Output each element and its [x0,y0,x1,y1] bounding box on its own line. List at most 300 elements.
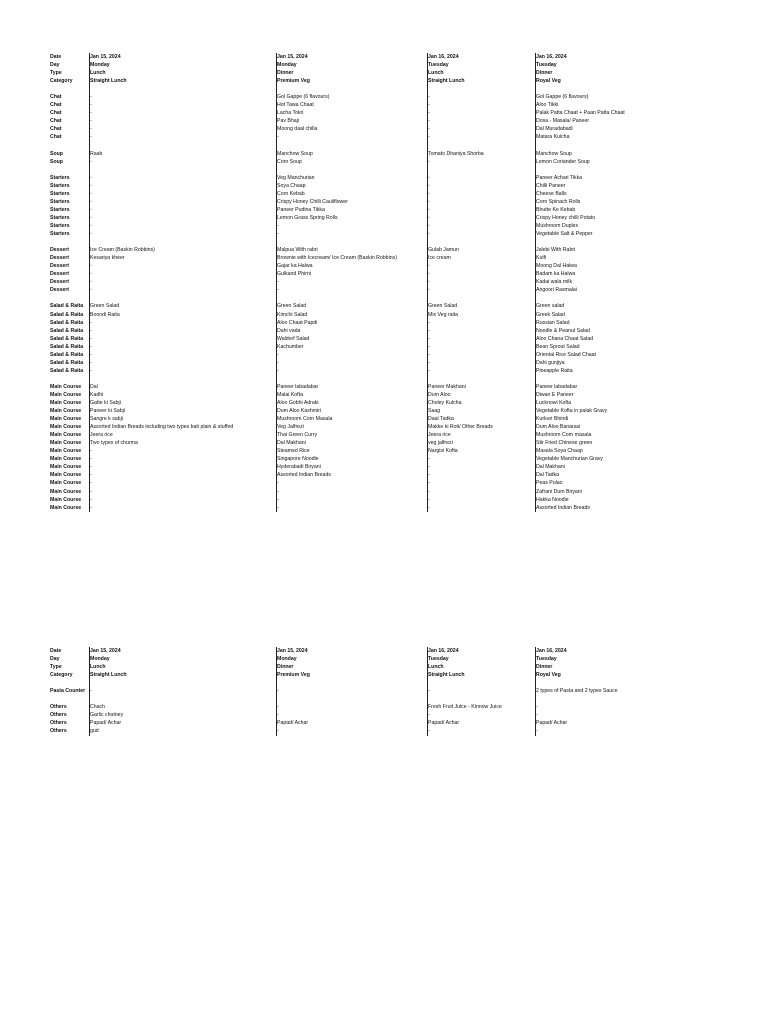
menu-cell: Mushroom Duplex [536,222,579,229]
menu-cell: - [90,464,92,471]
menu-cell: Boondi Raita [90,311,120,318]
menu-cell: - [90,102,92,109]
header-row-category [50,77,650,85]
menu-cell: Manchow Soup [277,150,313,157]
course-label: Dessert [50,247,70,254]
course-label: Others [50,712,67,719]
menu-cell: Lemon Coriander Soup [536,158,590,165]
section-gap [50,166,650,174]
course-label: Salad & Raita [50,327,84,334]
menu-row [50,190,650,198]
menu-cell: - [536,704,538,711]
menu-cell: Saag [428,408,441,415]
menu-cell: - [428,271,430,278]
menu-sheet-top [50,53,650,512]
menu-cell: Oriental Rice Salad Chaat [536,351,596,358]
menu-cell: - [90,214,92,221]
menu-cell: - [90,118,92,125]
section-gap [50,85,650,93]
menu-row [50,246,650,254]
column-divider [276,53,277,512]
menu-cell: Peas Pulao [536,480,563,487]
menu-cell: - [90,158,92,165]
menu-cell: Zafrani Dum Biryani [536,488,582,495]
menu-cell: Corn Spinach Rolls [536,198,581,205]
header-cell: Lunch [90,70,106,77]
course-label: Soup [50,150,63,157]
menu-cell: Dal Makhani [536,464,565,471]
menu-cell: Papad/ Achar [277,720,309,727]
menu-cell: Vegetable Salt & Pepper [536,231,593,238]
course-label: Dessert [50,287,70,294]
menu-row [50,343,650,351]
menu-cell: Dahi gunjiya [536,359,565,366]
menu-cell: - [90,174,92,181]
course-label: Main Course [50,496,82,503]
course-label: Starters [50,222,70,229]
menu-cell: Lemon Grass Spring Rolls [277,214,338,221]
menu-cell: Paneer labadabar [277,383,319,390]
menu-cell: Waldorf Salad [277,335,310,342]
course-label: Dessert [50,255,70,262]
menu-cell: Bhutte Ke Kebab [536,206,576,213]
menu-cell: Two types of churma [90,440,138,447]
column-divider [535,647,536,736]
menu-cell: Choley Kulcha [428,400,462,407]
menu-cell: Ice cream [428,255,451,262]
header-cell: Royal Veg [536,672,561,679]
menu-cell: - [428,712,430,719]
course-label: Main Course [50,448,82,455]
menu-cell: Veg Jalfrezi [277,424,304,431]
header-cell: Dinner [536,70,553,77]
menu-row [50,286,650,294]
menu-cell: Stir Fried Chinese green [536,440,593,447]
menu-cell: Paneer labadabar [536,383,578,390]
menu-cell: - [90,327,92,334]
menu-cell: - [428,206,430,213]
course-label: Soup [50,158,63,165]
menu-cell: - [277,359,279,366]
menu-row [50,150,650,158]
header-cell: Tuesday [536,656,557,663]
menu-cell: - [90,287,92,294]
menu-row [50,479,650,487]
menu-row [50,439,650,447]
menu-cell: - [428,94,430,101]
menu-cell: - [90,126,92,133]
header-cell: Tuesday [536,62,557,69]
menu-row [50,431,650,439]
section-gap [50,695,650,703]
menu-cell: - [277,688,279,695]
column-divider [276,647,277,736]
header-cell: Lunch [428,70,444,77]
menu-cell: Paneer Makhani [428,383,466,390]
menu-cell: - [536,728,538,735]
header-cell: Premium Veg [277,78,310,85]
menu-cell: - [90,343,92,350]
menu-cell: - [428,198,430,205]
menu-row [50,423,650,431]
menu-cell: - [90,198,92,205]
menu-cell: - [277,287,279,294]
header-cell: Dinner [277,664,294,671]
header-cell: Straight Lunch [90,672,127,679]
menu-cell: Paneer Pudina Tikka [277,206,325,213]
menu-cell: - [428,287,430,294]
menu-cell: - [90,688,92,695]
menu-row [50,319,650,327]
header-cell: Monday [90,62,110,69]
menu-row [50,391,650,399]
menu-row [50,262,650,270]
menu-cell: Aloo Tikki [536,102,559,109]
menu-cell: Brownie with Icecream/ Ice Cream (Baskin Robbins) [277,255,397,262]
menu-cell: Gatte ki Sabji [90,400,121,407]
course-label: Salad & Raita [50,359,84,366]
menu-cell: Raab [90,150,103,157]
menu-cell: - [277,480,279,487]
section-gap [50,679,650,687]
menu-cell: Paneer ki Sabji [90,408,125,415]
menu-cell: Manchow Soup [536,150,572,157]
course-label: Starters [50,174,70,181]
menu-cell: Papad/ Achar [428,720,460,727]
course-label: Dessert [50,279,70,286]
menu-cell: - [90,231,92,238]
menu-cell: Makke ki Roti/ Other Breads [428,424,493,431]
menu-cell: - [90,263,92,270]
menu-cell: Corn Soup [277,158,302,165]
menu-cell: Thai Green Curry [277,432,318,439]
header-cell: Dinner [536,664,553,671]
menu-cell: - [428,496,430,503]
menu-cell: - [428,728,430,735]
menu-row [50,254,650,262]
menu-cell: Kulfi [536,255,547,262]
header-row-date [50,647,650,655]
menu-cell: Cheese Balls [536,190,567,197]
menu-cell: Gol Gappe (6 flavours) [536,94,589,101]
course-label: Salad & Raita [50,343,84,350]
menu-cell: Mix Veg raita [428,311,458,318]
menu-cell: - [428,456,430,463]
menu-cell: Matara Kulcha [536,134,570,141]
menu-row [50,687,650,695]
menu-row [50,463,650,471]
menu-cell: - [428,327,430,334]
menu-cell: Chach [90,704,105,711]
menu-cell: Garlic chutney [90,712,124,719]
menu-row [50,383,650,391]
course-label: Salad & Raita [50,335,84,342]
menu-row [50,230,650,238]
section-gap [50,142,650,150]
column-divider [89,53,90,512]
column-divider [535,53,536,512]
menu-cell: - [90,206,92,213]
menu-cell: Noodle & Peanut Salad [536,327,590,334]
menu-cell: Green salad [536,303,565,310]
menu-cell: - [428,480,430,487]
header-cell: Dinner [277,70,294,77]
menu-cell: - [90,472,92,479]
menu-row [50,415,650,423]
course-label: Salad & Raita [50,311,84,318]
menu-cell: Badam ka Halwa [536,271,576,278]
menu-cell: - [90,222,92,229]
menu-row [50,125,650,133]
menu-cell: - [428,263,430,270]
menu-cell: - [277,496,279,503]
course-label: Main Course [50,416,82,423]
menu-row [50,327,650,335]
menu-cell: Dahi vada [277,327,301,334]
menu-cell: Crispy Honey chilli Potato [536,214,596,221]
menu-cell: Vegetable Kofta in palak Gravy [536,408,608,415]
menu-cell: - [428,222,430,229]
menu-cell: - [277,367,279,374]
menu-cell: Green Salad [428,303,458,310]
course-label: Main Course [50,432,82,439]
header-cell: Lunch [90,664,106,671]
menu-cell: Green Salad [90,303,120,310]
menu-cell: - [428,214,430,221]
menu-cell: Gulab Jamun [428,247,459,254]
menu-row [50,504,650,512]
menu-cell: - [277,279,279,286]
course-label: Starters [50,214,70,221]
course-label: Pasta Counter [50,688,86,695]
course-label: Main Course [50,488,82,495]
menu-cell: Fresh Fruit Juice - Kinnow Juice [428,704,502,711]
course-label: Dessert [50,271,70,278]
menu-cell: Veg Manchurian [277,174,315,181]
menu-row [50,158,650,166]
header-cell: Monday [90,656,110,663]
menu-cell: Daal Tadka [428,416,454,423]
menu-cell: - [428,279,430,286]
course-label: Starters [50,206,70,213]
menu-cell: Papad/ Achar [536,720,568,727]
course-label: Others [50,728,67,735]
header-cell: Jan 15, 2024 [90,54,121,60]
menu-cell: gud [90,728,99,735]
header-label: Day [50,62,60,69]
menu-cell: Assorted Indian Breads including two types bati plain & stuffed [90,424,234,431]
menu-cell: - [90,190,92,197]
header-cell: Straight Lunch [428,78,465,85]
menu-cell: Dum Aloo Kashmiri [277,408,322,415]
menu-cell: Dal Tadka [536,472,559,479]
menu-cell: - [90,488,92,495]
menu-cell: - [428,472,430,479]
menu-cell: - [428,367,430,374]
menu-cell: - [90,319,92,326]
menu-row [50,727,650,735]
menu-row [50,351,650,359]
menu-row [50,101,650,109]
menu-sheet-bottom [50,647,650,736]
header-cell: Premium Veg [277,672,310,679]
menu-cell: Paneer Achari Tikka [536,174,583,181]
menu-cell: Nargisi Kofta [428,448,458,455]
header-label: Type [50,664,62,671]
menu-cell: - [90,279,92,286]
menu-cell: - [428,158,430,165]
header-row-day [50,61,650,69]
menu-row [50,471,650,479]
menu-cell: Kachumber [277,343,304,350]
course-label: Starters [50,198,70,205]
header-cell: Jan 16, 2024 [428,648,459,654]
header-cell: Jan 15, 2024 [277,54,308,60]
menu-row [50,711,650,719]
course-label: Chat [50,94,62,101]
menu-cell: Kesariya kheer [90,255,125,262]
menu-cell: Aloo Chana Chaat Salad [536,335,594,342]
menu-cell: Jalebi With Rabri [536,247,576,254]
menu-cell: Aloo Gobhi Adraki [277,400,319,407]
menu-cell: - [428,231,430,238]
menu-cell: Pineapple Raita [536,367,573,374]
menu-cell: Russian Salad [536,319,570,326]
menu-cell: - [90,335,92,342]
header-label: Category [50,78,73,85]
menu-cell: - [90,182,92,189]
menu-row [50,198,650,206]
menu-row [50,703,650,711]
course-label: Salad & Raita [50,351,84,358]
menu-cell: Diwan E Paneer [536,391,574,398]
course-label: Starters [50,231,70,238]
course-label: Others [50,720,67,727]
header-label: Category [50,672,73,679]
menu-cell: - [428,182,430,189]
menu-cell: - [277,488,279,495]
menu-cell: Papad/ Achar [90,720,122,727]
menu-cell: Crispy Honey Chilli Cauliflower [277,198,348,205]
course-label: Main Course [50,464,82,471]
menu-cell: Sangre k sabji [90,416,123,423]
course-label: Others [50,704,67,711]
course-label: Main Course [50,391,82,398]
menu-cell: Ice Cream (Baskin Robbins) [90,247,155,254]
menu-cell: Mushroom Corn Masala [277,416,333,423]
menu-cell: - [277,704,279,711]
section-gap [50,238,650,246]
course-label: Starters [50,190,70,197]
menu-cell: Kadhi [90,391,104,398]
menu-row [50,206,650,214]
menu-cell: - [90,367,92,374]
menu-cell: - [277,504,279,511]
menu-cell: Tomato Dhaniya Shorba [428,150,484,157]
course-label: Starters [50,182,70,189]
menu-cell: Vegetable Manchurian Gravy [536,456,603,463]
header-cell: Straight Lunch [428,672,465,679]
menu-cell: - [277,222,279,229]
menu-cell: Dal Muradabadi [536,126,573,133]
menu-cell: - [277,712,279,719]
menu-cell: Gajar ka Halwa [277,263,313,270]
menu-cell: - [90,134,92,141]
menu-cell: Hyderabadi Biryani [277,464,321,471]
menu-cell: Kimchi Salad [277,311,308,318]
menu-row [50,117,650,125]
menu-cell: Jeera rice [428,432,451,439]
header-cell: Lunch [428,664,444,671]
menu-cell: Dosa - Masala/ Paneer [536,118,590,125]
header-cell: Monday [277,656,297,663]
header-row-date [50,53,650,61]
menu-cell: - [428,102,430,109]
course-label: Main Course [50,456,82,463]
menu-cell: Bean Sprout Salad [536,343,580,350]
menu-cell: - [428,319,430,326]
menu-cell: Corn Kebab [277,190,305,197]
section-gap [50,375,650,383]
menu-cell: - [428,190,430,197]
menu-cell: Dum Aloo [428,391,451,398]
menu-row [50,496,650,504]
menu-row [50,302,650,310]
menu-row [50,719,650,727]
menu-cell: - [428,464,430,471]
course-label: Main Course [50,504,82,511]
header-cell: Jan 15, 2024 [90,648,121,654]
menu-cell: Hakka Noodle [536,496,569,503]
column-divider [89,647,90,736]
menu-row [50,367,650,375]
menu-row [50,270,650,278]
course-label: Chat [50,118,62,125]
menu-cell: - [428,688,430,695]
menu-cell: 2 types of Pasta and 2 types Sauce [536,688,618,695]
header-label: Type [50,70,62,77]
header-cell: Jan 16, 2024 [536,648,567,654]
menu-cell: - [90,496,92,503]
menu-cell: Angoori Rasmalai [536,287,577,294]
header-cell: Jan 16, 2024 [536,54,567,60]
menu-cell: Malpua With rabri [277,247,318,254]
course-label: Chat [50,102,62,109]
menu-row [50,399,650,407]
menu-cell: - [90,504,92,511]
course-label: Chat [50,134,62,141]
header-cell: Royal Veg [536,78,561,85]
menu-cell: Hot Tawa Chaat [277,102,314,109]
header-cell: Jan 15, 2024 [277,648,308,654]
menu-cell: Pav Bhaji [277,118,299,125]
header-cell: Tuesday [428,62,449,69]
menu-cell: Jeera rice [90,432,113,439]
course-label: Main Course [50,440,82,447]
menu-cell: Green Salad [277,303,307,310]
menu-row [50,93,650,101]
course-label: Salad & Raita [50,367,84,374]
menu-cell: - [277,728,279,735]
course-label: Main Course [50,480,82,487]
menu-cell: Steamed Rice [277,448,310,455]
menu-cell: - [428,118,430,125]
menu-cell: Gol Gappe (6 flavours) [277,94,330,101]
menu-row [50,455,650,463]
menu-cell: Moong Dal Halwa [536,263,577,270]
course-label: Main Course [50,472,82,479]
course-label: Main Course [50,400,82,407]
